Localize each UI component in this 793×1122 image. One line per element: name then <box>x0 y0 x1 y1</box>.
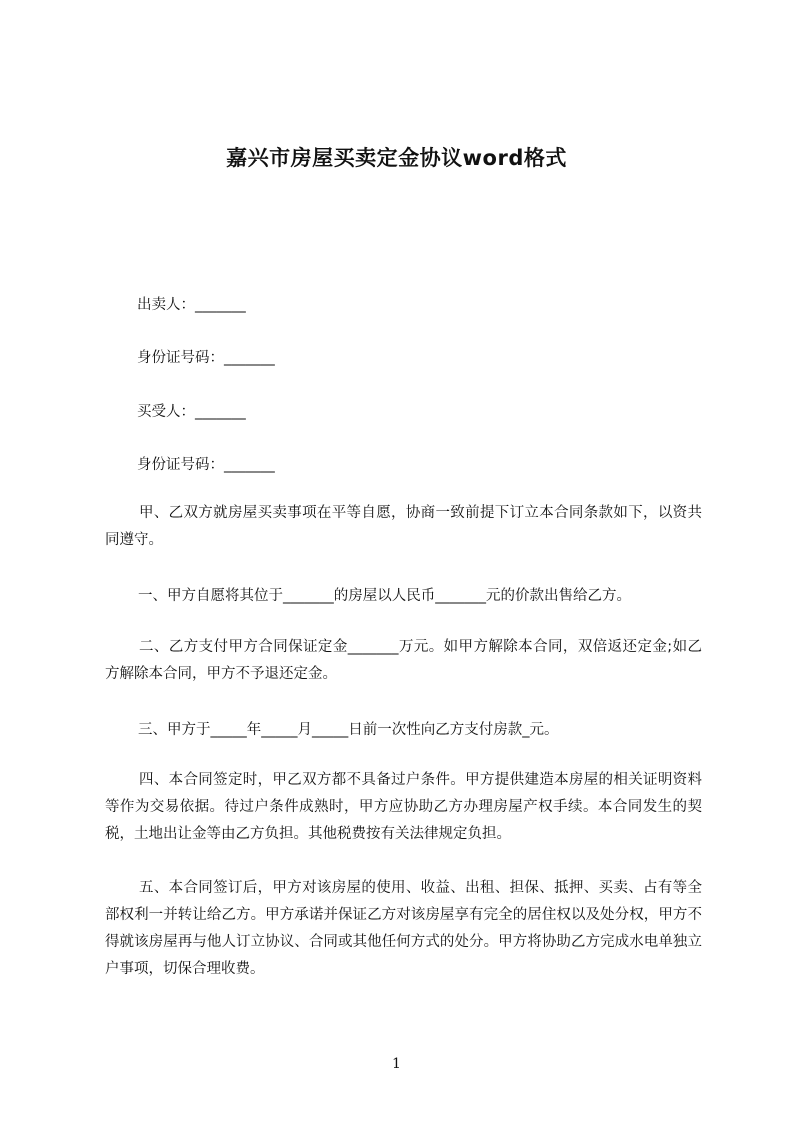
clause-4: 四、本合同签定时，甲乙双方都不具备过户条件。甲方提供建造本房屋的相关证明资料等作为交易依据。待过户条件成熟时，甲方应协助乙方办理房屋产权手续。本合同发生的契税，土地出让金等由乙方负担。其他税费按有关法律规定负担。 <box>105 772 702 842</box>
buyer-id-field: 身份证号码：_______ <box>137 457 275 473</box>
document-title: 嘉兴市房屋买卖定金协议word格式 <box>226 146 567 170</box>
seller-field: 出卖人：_______ <box>137 297 246 313</box>
clause-3: 三、甲方于_____年_____月_____日前一次性向乙方支付房款_元。 <box>138 722 559 738</box>
page-number: 1 <box>392 1056 401 1072</box>
clause-1: 一、甲方自愿将其位于_______的房屋以人民币_______元的价款出售给乙方。 <box>138 588 631 604</box>
buyer-field: 买受人：_______ <box>137 404 246 420</box>
intro-paragraph: 甲、乙双方就房屋买卖事项在平等自愿，协商一致前提下订立本合同条款如下，以资共同遵守。 <box>105 505 702 548</box>
clause-5: 五、本合同签订后，甲方对该房屋的使用、收益、出租、担保、抵押、买卖、占有等全部权利一并转让给乙方。甲方承诺并保证乙方对该房屋享有完全的居住权以及处分权，甲方不得就该房屋再与他人订立协议、合同或其他任何方式的处分。甲方将协助乙方完成水电单独立户事项，切保合理收费。 <box>105 880 702 977</box>
clause-2: 二、乙方支付甲方合同保证定金_______万元。如甲方解除本合同，双倍返还定金;如乙方解除本合同，甲方不予退还定金。 <box>105 639 702 682</box>
seller-id-field: 身份证号码：_______ <box>137 350 275 366</box>
